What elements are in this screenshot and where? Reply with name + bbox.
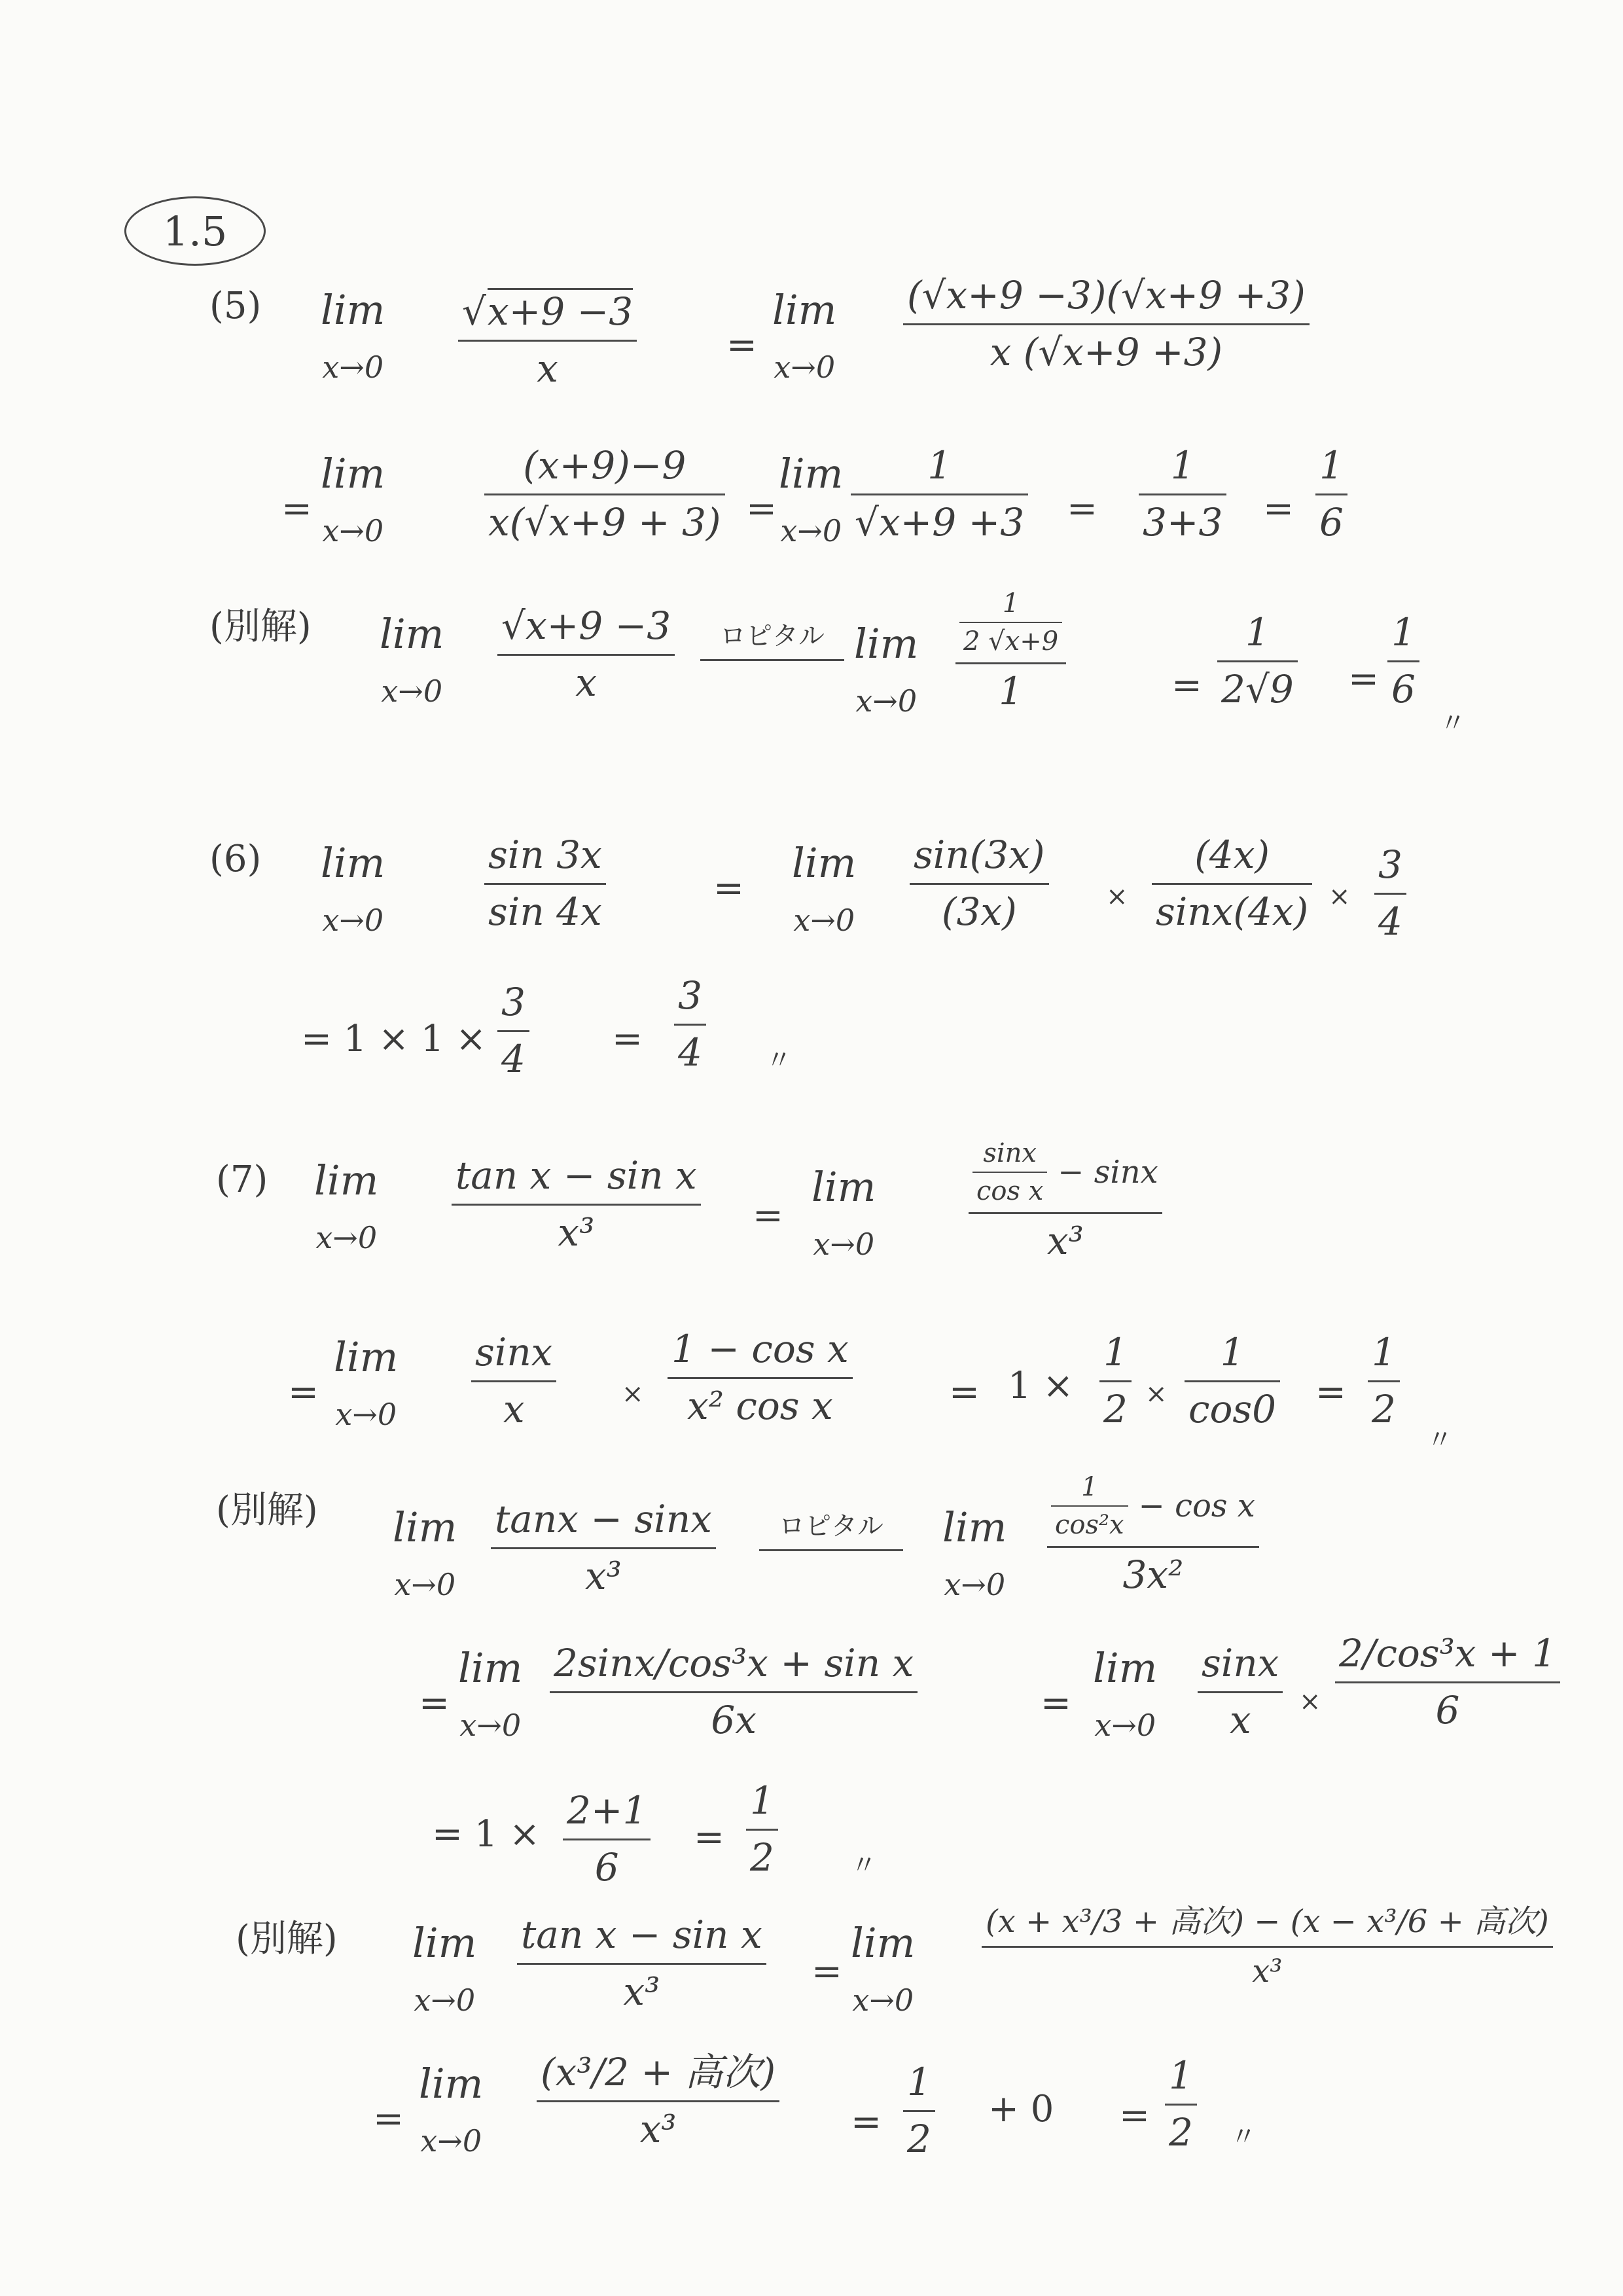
p5-frac-1: √x+9 −3 x	[458, 288, 637, 390]
equals: =	[753, 1194, 783, 1237]
p5-lim-1	[321, 288, 385, 384]
equals: =	[288, 1371, 319, 1414]
end-mark: 〃	[766, 1045, 792, 1075]
p7alt1-frac-2: $\frac{1}{\text{cos²x}}$ − cos x 3x²	[1047, 1473, 1259, 1596]
plus-zero: + 0	[988, 2088, 1054, 2130]
lhopital-arrow	[700, 615, 844, 661]
p7-lim-3: lim x→0	[334, 1333, 399, 1433]
equals: =	[746, 488, 777, 530]
p7alt1-frac-1: tanx − sinx x³	[491, 1499, 716, 1598]
equals: =	[373, 2098, 404, 2140]
equals: =	[851, 2101, 882, 2144]
p7alt1-frac-6: 2+1 6	[563, 1790, 651, 1889]
equals: =	[949, 1371, 980, 1414]
p7alt1-label: (別解)	[216, 1489, 318, 1532]
times: ×	[1329, 882, 1351, 912]
p7alt1-frac-5: 2/cos³x + 1 6	[1335, 1633, 1560, 1732]
equals: =	[1119, 2094, 1150, 2137]
p7alt2-label: (別解)	[236, 1918, 338, 1960]
p5alt-frac-4: 1 6	[1387, 612, 1419, 711]
p7-mid: 1 ×	[1008, 1365, 1074, 1407]
p5-frac-2	[903, 275, 1310, 374]
lhopital-label: ロピタル	[779, 1511, 883, 1541]
p7-label: (7)	[216, 1158, 268, 1201]
p7alt1-lim-4: lim x→0	[1093, 1644, 1158, 1744]
p6-frac-5: 3 4	[497, 982, 529, 1081]
p5-frac-4: 1 √x+9 +3	[851, 445, 1028, 544]
p6-lim-1: lim x→0	[321, 839, 385, 939]
p5alt-lim-1: lim x→0	[380, 610, 444, 709]
p7-frac-4: 1 − cos x x² cos x	[668, 1329, 853, 1427]
end-mark: 〃	[1427, 1425, 1453, 1455]
p7-lim-1: lim x→0	[314, 1157, 379, 1256]
p5-lim-2: lim x→0	[772, 286, 837, 386]
p6-frac-4: 3 4	[1374, 844, 1406, 943]
p6-frac-1: sin 3x sin 4x	[484, 834, 606, 933]
p7alt2-frac-1: tan x − sin x x³	[517, 1914, 766, 2013]
equals: =	[419, 1682, 450, 1725]
p7-frac-5: 1 2	[1099, 1332, 1132, 1431]
lhopital-label: ロピタル	[720, 621, 825, 651]
times: ×	[1145, 1379, 1168, 1409]
p7alt2-frac-3: (x³/2 + 高次) x³	[537, 2052, 779, 2151]
end-mark: 〃	[1440, 708, 1466, 738]
p5alt-frac-1: √x+9 −3 x	[497, 605, 675, 704]
equals: =	[612, 1018, 643, 1060]
p7alt2-lim-2: lim x→0	[851, 1919, 916, 2018]
p5-frac-5: 1 3+3	[1139, 445, 1226, 544]
problem-number: 1.5	[162, 207, 228, 255]
frac-num: (√x+9 −3)(√x+9 +3)	[907, 273, 1306, 317]
p7-lim-2: lim x→0	[812, 1163, 876, 1263]
p7alt2-frac-2: (x + x³/3 + 高次) − (x − x³/6 + 高次) x³	[982, 1905, 1553, 1989]
equals: =	[713, 867, 744, 910]
times: ×	[1299, 1687, 1321, 1717]
p6-frac-2: sin(3x) (3x)	[910, 834, 1049, 933]
equals: =	[812, 1950, 842, 1993]
p7alt1-frac-7: 1 2	[746, 1780, 778, 1879]
p7alt1-lim-3: lim x→0	[458, 1644, 523, 1744]
p6-label: (6)	[209, 838, 262, 880]
p5alt-frac-2: 1 2 √x+9 1	[955, 589, 1066, 713]
equals: =	[1348, 658, 1379, 700]
p6-lim-2: lim x→0	[792, 839, 857, 939]
p5-label: (5)	[209, 285, 262, 327]
problem-number-circle	[124, 196, 266, 266]
p7alt2-frac-5: 1 2	[1165, 2055, 1197, 2154]
equals: =	[1067, 488, 1097, 530]
end-mark: 〃	[851, 1850, 877, 1880]
p5alt-label: (別解)	[209, 605, 312, 648]
p7-frac-7: 1 2	[1368, 1332, 1400, 1431]
p7alt1-lim-2: lim x→0	[942, 1503, 1007, 1603]
p7alt1-frac-4: sinx x	[1198, 1643, 1283, 1742]
end-mark: 〃	[1230, 2122, 1257, 2152]
equals: =	[726, 324, 757, 367]
frac-den: x	[537, 346, 558, 391]
p5alt-frac-3: 1 2√9	[1217, 612, 1298, 711]
frac-den: x (√x+9 +3)	[990, 329, 1223, 374]
p7alt1-frac-3: 2sinx/cos³x + sin x 6x	[550, 1643, 918, 1742]
p7-frac-2: $\frac{\sin x}{\text{cos x}}$ − sinx x³	[969, 1139, 1162, 1263]
equals: =	[1171, 664, 1202, 707]
lhopital-arrow	[759, 1505, 903, 1551]
p7alt1-lim-1: lim x→0	[393, 1503, 457, 1603]
lim-sub: x→0	[322, 350, 384, 386]
p5-lim-3: lim x→0	[321, 450, 385, 549]
p6-frac-3: (4x) sinx(4x)	[1152, 834, 1312, 933]
times: ×	[622, 1379, 644, 1409]
p7-frac-3: sinx x	[471, 1332, 556, 1431]
equals: =	[281, 488, 312, 530]
lim-text: lim	[321, 286, 385, 334]
equals: =	[1263, 488, 1294, 530]
equals: =	[1041, 1682, 1071, 1725]
p7alt2-lim-1: lim x→0	[412, 1919, 477, 2018]
times: ×	[1106, 882, 1128, 912]
equals: =	[694, 1816, 724, 1859]
p7-frac-6: 1 cos0	[1185, 1332, 1280, 1431]
p7alt2-lim-3: lim x→0	[419, 2060, 484, 2159]
p5-lim-4: lim x→0	[779, 450, 844, 549]
p7alt1-line3-prefix: = 1 ×	[432, 1813, 541, 1856]
p6-line2-prefix: = 1 × 1 ×	[301, 1018, 487, 1060]
p5-frac-3: (x+9)−9 x(√x+9 + 3)	[484, 445, 725, 544]
frac-num: x+9 −3	[487, 289, 633, 334]
p5-frac-6: 1 6	[1315, 445, 1347, 544]
p6-frac-6: 3 4	[674, 975, 706, 1074]
p7alt2-frac-4: 1 2	[903, 2062, 935, 2161]
equals: =	[1315, 1371, 1346, 1414]
p5alt-lim-2: lim x→0	[854, 620, 919, 719]
p7-frac-1: tan x − sin x x³	[452, 1155, 701, 1254]
